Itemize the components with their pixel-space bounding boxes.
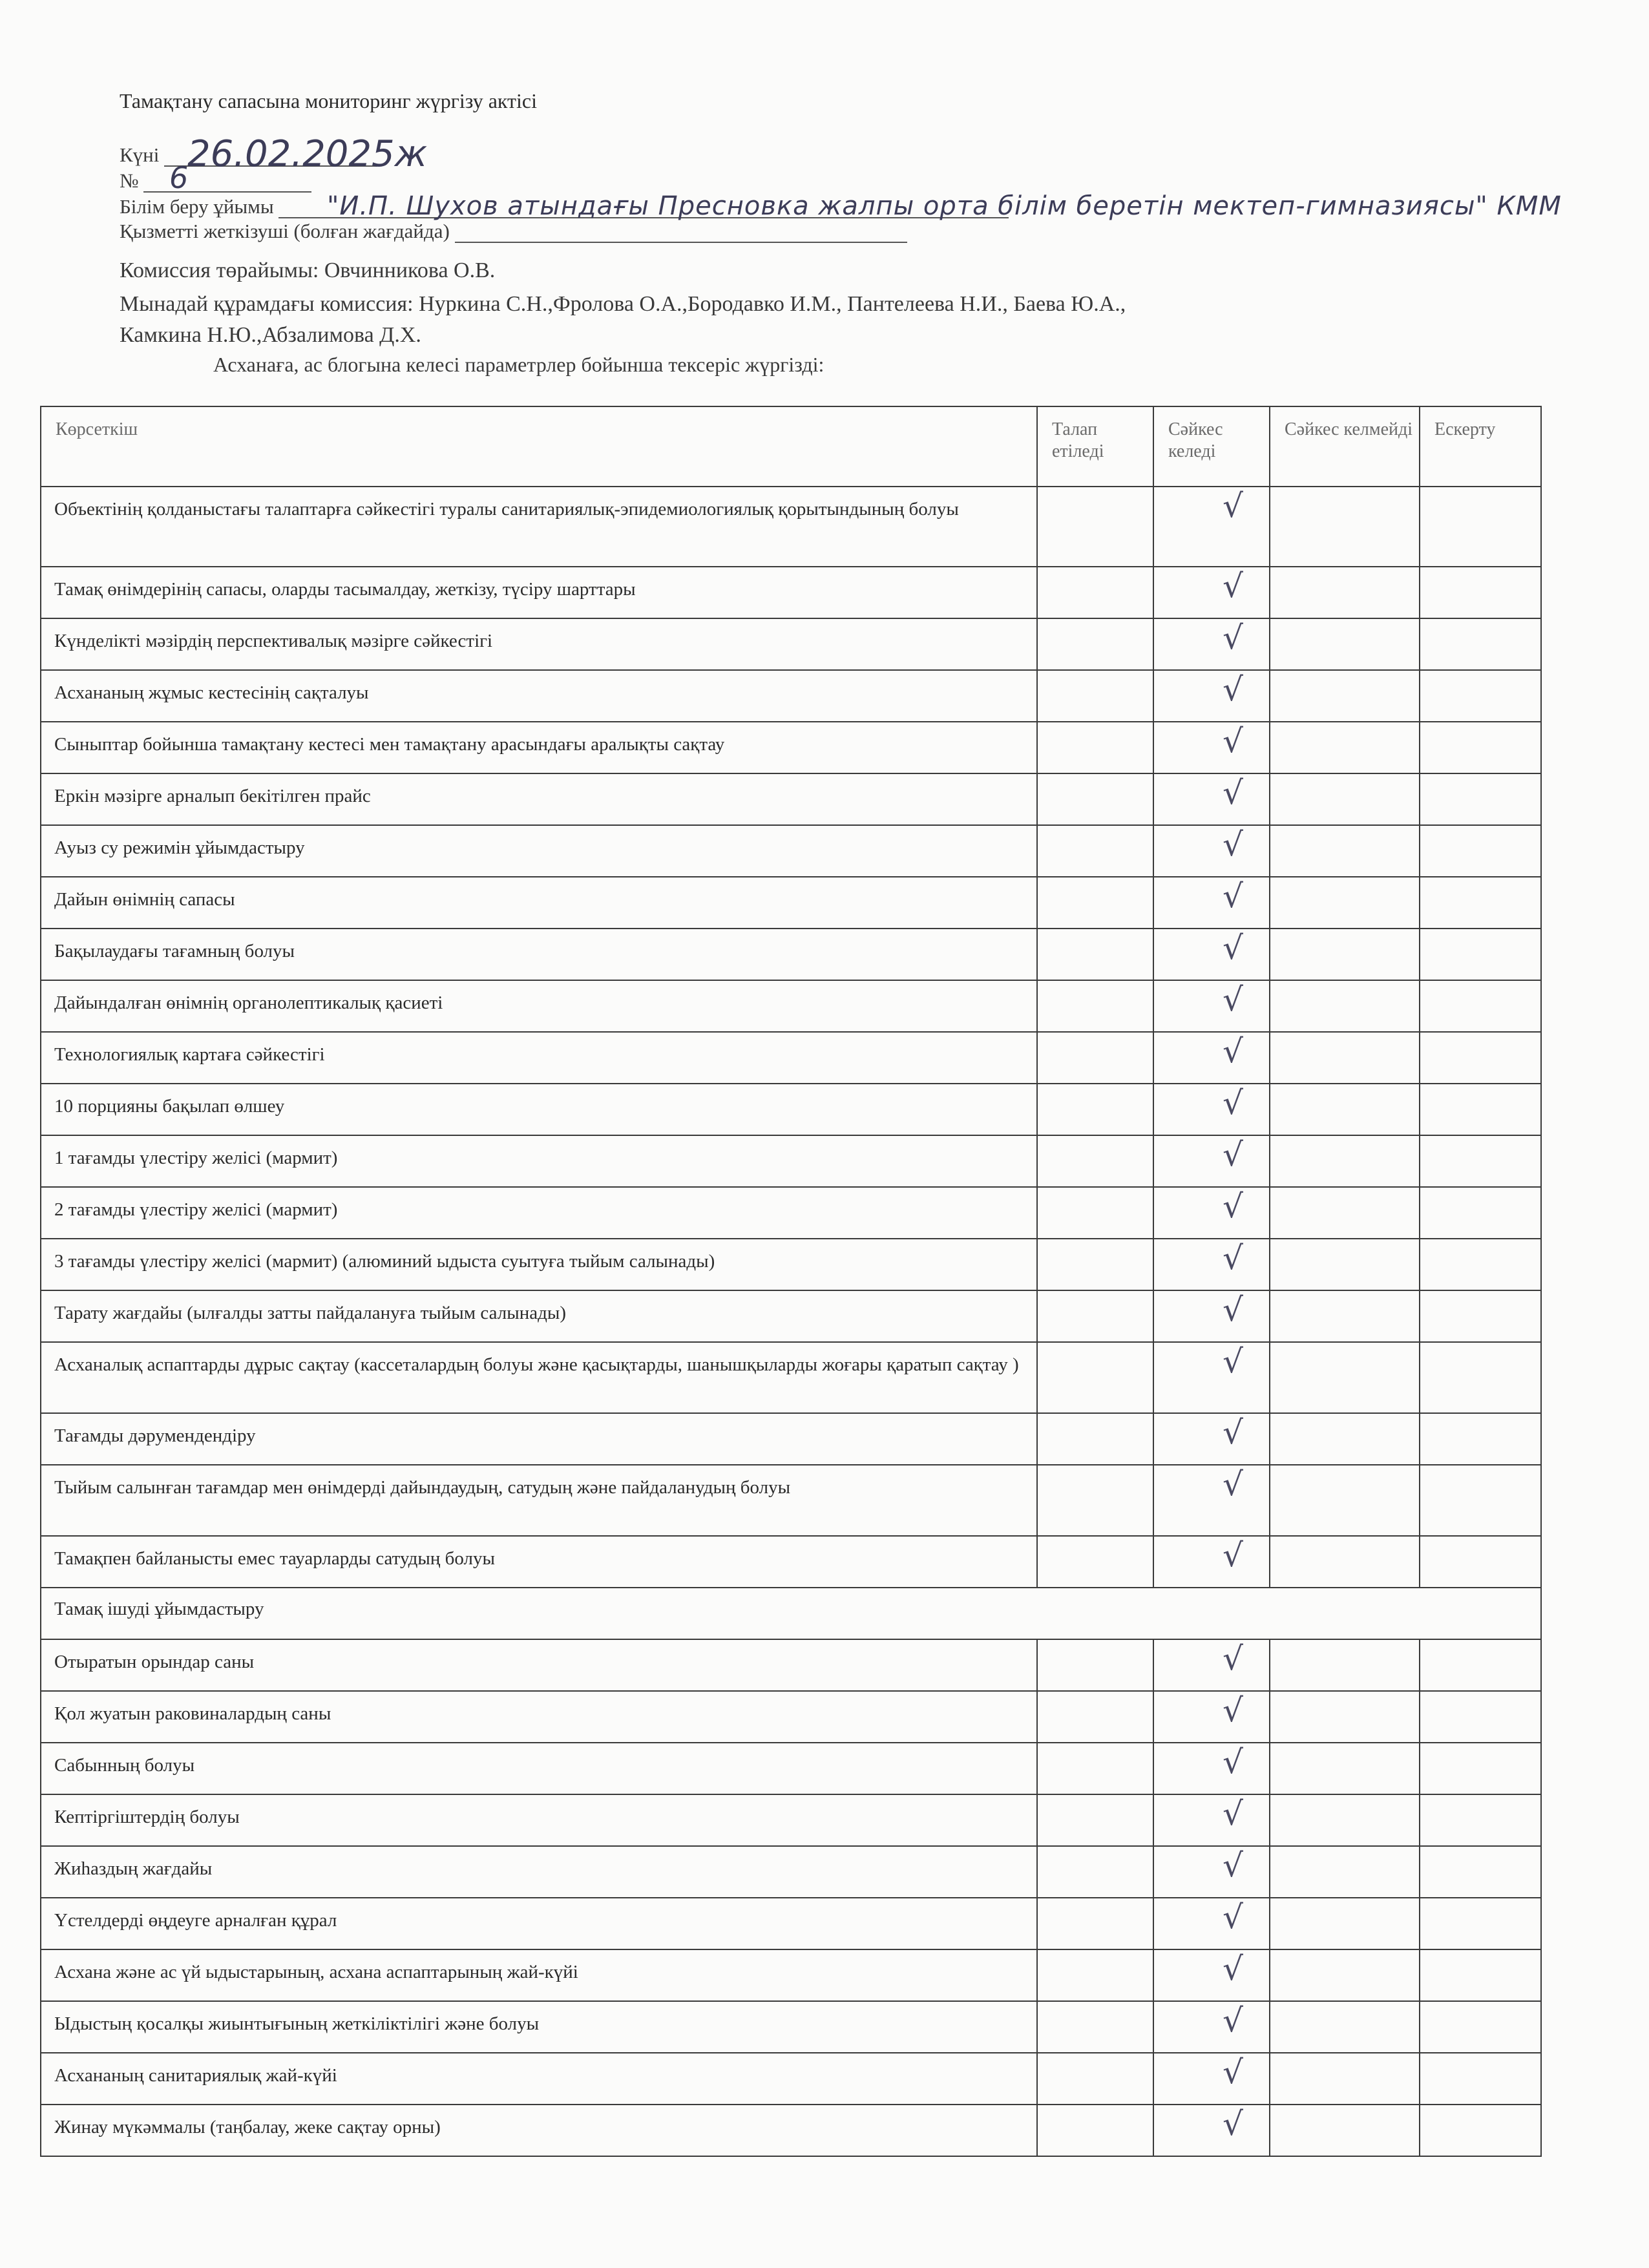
section-label: Тамақ ішуді ұйымдастыру: [41, 1588, 1541, 1639]
non-compliant-cell: [1270, 1743, 1420, 1794]
compliant-cell: [1153, 1342, 1270, 1413]
note-cell: [1420, 1135, 1541, 1187]
indicator-cell: Сабынның болуы: [41, 1743, 1037, 1794]
check-mark-icon: √: [1223, 1033, 1243, 1070]
document-title: Тамақтану сапасына мониторинг жүргізу актісі: [120, 89, 537, 112]
compliant-cell: [1153, 773, 1270, 825]
required-cell: [1037, 2053, 1153, 2105]
table-row: [41, 877, 1541, 929]
indicator-cell: Бақылаудағы тағамның болуы: [41, 929, 1037, 980]
table-row: [41, 1239, 1541, 1290]
table-row: [41, 1898, 1541, 1949]
indicator-cell: Отыратын орындар саны: [41, 1639, 1037, 1691]
number-label: №: [120, 169, 139, 192]
non-compliant-cell: [1270, 1465, 1420, 1536]
non-compliant-cell: [1270, 1342, 1420, 1413]
indicator-cell: Дайын өнімнің сапасы: [41, 877, 1037, 929]
note-cell: [1420, 2001, 1541, 2053]
note-cell: [1420, 1290, 1541, 1342]
indicator-cell: Сыныптар бойынша тамақтану кестесі мен тамақтану арасындағы аралықты сақтау: [41, 722, 1037, 773]
required-cell: [1037, 722, 1153, 773]
indicator-cell: Тамақпен байланысты емес тауарларды сатудың болуы: [41, 1536, 1037, 1588]
required-cell: [1037, 1413, 1153, 1465]
check-mark-icon: √: [1223, 1343, 1243, 1380]
check-mark-icon: √: [1223, 567, 1243, 605]
table-row: [41, 567, 1541, 618]
header-indicator: Көрсеткіш: [41, 406, 1037, 487]
compliant-cell: [1153, 1639, 1270, 1691]
required-cell: [1037, 1342, 1153, 1413]
chair-label: Комиссия төрайымы:: [120, 258, 319, 282]
organization-label: Білім беру ұйымы: [120, 195, 274, 218]
check-mark-icon: √: [1223, 1465, 1243, 1503]
table-row: [41, 1135, 1541, 1187]
non-compliant-cell: [1270, 877, 1420, 929]
inspection-table: [40, 406, 1542, 2157]
check-mark-icon: √: [1223, 826, 1243, 863]
inspection-intro: Асханаға, ас блогына келесі параметрлер бойынша тексеріс жүргізді:: [213, 353, 824, 376]
required-cell: [1037, 1743, 1153, 1794]
check-mark-icon: √: [1223, 1537, 1243, 1574]
chair-row: [120, 258, 495, 283]
non-compliant-cell: [1270, 1032, 1420, 1084]
required-cell: [1037, 618, 1153, 670]
check-mark-icon: √: [1223, 722, 1243, 760]
header-non-compliant: Сәйкес келмейді: [1270, 406, 1420, 487]
table-row: [41, 1691, 1541, 1743]
non-compliant-cell: [1270, 1290, 1420, 1342]
indicator-cell: Еркін мәзірге арналып бекітілген прайс: [41, 773, 1037, 825]
required-cell: [1037, 1691, 1153, 1743]
table-row: [41, 670, 1541, 722]
header-required: Талап етіледі: [1037, 406, 1153, 487]
table-row: [41, 1084, 1541, 1135]
non-compliant-cell: [1270, 2053, 1420, 2105]
note-cell: [1420, 1084, 1541, 1135]
non-compliant-cell: [1270, 487, 1420, 567]
indicator-cell: Тыйым салынған тағамдар мен өнімдерді дайындаудың, сатудың және пайдаланудың болуы: [41, 1465, 1037, 1536]
table-row: [41, 2105, 1541, 2156]
indicator-cell: Объектінің қолданыстағы талаптарға сәйкестігі туралы санитариялық-эпидемиологиялық қорытындының болуы: [41, 487, 1037, 567]
indicator-cell: Дайындалған өнімнің органолептикалық қасиеті: [41, 980, 1037, 1032]
table-row: [41, 1187, 1541, 1239]
required-cell: [1037, 1536, 1153, 1588]
non-compliant-cell: [1270, 2001, 1420, 2053]
indicator-cell: Ауыз су режимін ұйымдастыру: [41, 825, 1037, 877]
table-row: [41, 1290, 1541, 1342]
indicator-cell: Тамақ өнімдерінің сапасы, оларды тасымалдау, жеткізу, түсіру шарттары: [41, 567, 1037, 618]
compliant-cell: [1153, 1135, 1270, 1187]
table-row: [41, 1794, 1541, 1846]
non-compliant-cell: [1270, 1187, 1420, 1239]
organization-handwritten: "И.П. Шухов атындағы Пресновка жалпы орта білім беретін мектеп-гимназиясы" КММ: [327, 191, 1562, 221]
note-cell: [1420, 825, 1541, 877]
required-cell: [1037, 1639, 1153, 1691]
compliant-cell: [1153, 1691, 1270, 1743]
non-compliant-cell: [1270, 1949, 1420, 2001]
required-cell: [1037, 825, 1153, 877]
check-mark-icon: √: [1223, 774, 1243, 812]
note-cell: [1420, 2053, 1541, 2105]
check-mark-icon: √: [1223, 1847, 1243, 1884]
note-cell: [1420, 1239, 1541, 1290]
indicator-cell: Тарату жағдайы (ылғалды затты пайдалануға тыйым салынады): [41, 1290, 1037, 1342]
check-mark-icon: √: [1223, 1239, 1243, 1277]
compliant-cell: [1153, 567, 1270, 618]
non-compliant-cell: [1270, 980, 1420, 1032]
note-cell: [1420, 1898, 1541, 1949]
table-row: [41, 1949, 1541, 2001]
required-cell: [1037, 1949, 1153, 2001]
table-row: [41, 1846, 1541, 1898]
table-row: [41, 618, 1541, 670]
table-header-row: [41, 406, 1541, 487]
required-cell: [1037, 1290, 1153, 1342]
table-row: [41, 487, 1541, 567]
provider-label: Қызметті жеткізуші (болған жағдайда): [120, 220, 450, 242]
required-cell: [1037, 567, 1153, 618]
required-cell: [1037, 1032, 1153, 1084]
note-cell: [1420, 1639, 1541, 1691]
required-cell: [1037, 980, 1153, 1032]
compliant-cell: [1153, 1187, 1270, 1239]
indicator-cell: Асхана және ас үй ыдыстарының, асхана аспаптарының жай-күйі: [41, 1949, 1037, 2001]
non-compliant-cell: [1270, 773, 1420, 825]
check-mark-icon: √: [1223, 1898, 1243, 1936]
check-mark-icon: √: [1223, 1640, 1243, 1677]
note-cell: [1420, 722, 1541, 773]
indicator-cell: Үстелдерді өңдеуге арналған құрал: [41, 1898, 1037, 1949]
indicator-cell: Асханалық аспаптарды дұрыс сақтау (кассеталардың болуы және қасықтарды, шанышқыларды жоғары қаратып сақтау ): [41, 1342, 1037, 1413]
non-compliant-cell: [1270, 1239, 1420, 1290]
compliant-cell: [1153, 980, 1270, 1032]
date-label: Күні: [120, 143, 160, 166]
check-mark-icon: √: [1223, 1084, 1243, 1122]
table-row: [41, 2001, 1541, 2053]
indicator-cell: Тағамды дәрумендендіру: [41, 1413, 1037, 1465]
check-mark-icon: √: [1223, 2053, 1243, 2091]
note-cell: [1420, 1465, 1541, 1536]
compliant-cell: [1153, 1846, 1270, 1898]
indicator-cell: 10 порцияны бақылап өлшеу: [41, 1084, 1037, 1135]
note-cell: [1420, 929, 1541, 980]
table-row: [41, 1413, 1541, 1465]
required-cell: [1037, 1084, 1153, 1135]
non-compliant-cell: [1270, 1084, 1420, 1135]
compliant-cell: [1153, 1898, 1270, 1949]
required-cell: [1037, 487, 1153, 567]
non-compliant-cell: [1270, 670, 1420, 722]
check-mark-icon: √: [1223, 1950, 1243, 1988]
number-row: [120, 169, 311, 193]
indicator-cell: Күнделікті мәзірдің перспективалық мәзірге сәйкестігі: [41, 618, 1037, 670]
indicator-cell: Қол жуатын раковиналардың саны: [41, 1691, 1037, 1743]
required-cell: [1037, 1239, 1153, 1290]
note-cell: [1420, 2105, 1541, 2156]
check-mark-icon: √: [1223, 877, 1243, 915]
required-cell: [1037, 1898, 1153, 1949]
check-mark-icon: √: [1223, 487, 1243, 525]
compliant-cell: [1153, 722, 1270, 773]
indicator-cell: 1 тағамды үлестіру желісі (мармит): [41, 1135, 1037, 1187]
table-row: [41, 1743, 1541, 1794]
compliant-cell: [1153, 1413, 1270, 1465]
table-row: [41, 980, 1541, 1032]
non-compliant-cell: [1270, 567, 1420, 618]
compliant-cell: [1153, 618, 1270, 670]
note-cell: [1420, 877, 1541, 929]
provider-row: [120, 220, 907, 243]
check-mark-icon: √: [1223, 929, 1243, 967]
check-mark-icon: √: [1223, 619, 1243, 656]
required-cell: [1037, 1465, 1153, 1536]
required-cell: [1037, 1187, 1153, 1239]
commission-line-2: Камкина Н.Ю.,Абзалимова Д.Х.: [120, 323, 421, 347]
compliant-cell: [1153, 487, 1270, 567]
non-compliant-cell: [1270, 1413, 1420, 1465]
required-cell: [1037, 1794, 1153, 1846]
compliant-cell: [1153, 929, 1270, 980]
compliant-cell: [1153, 1084, 1270, 1135]
required-cell: [1037, 2001, 1153, 2053]
note-cell: [1420, 1536, 1541, 1588]
required-cell: [1037, 877, 1153, 929]
indicator-cell: 2 тағамды үлестіру желісі (мармит): [41, 1187, 1037, 1239]
compliant-cell: [1153, 1743, 1270, 1794]
note-cell: [1420, 1342, 1541, 1413]
non-compliant-cell: [1270, 929, 1420, 980]
indicator-cell: Жинау мүкәммалы (таңбалау, жеке сақтау орны): [41, 2105, 1037, 2156]
table-row: [41, 2053, 1541, 2105]
compliant-cell: [1153, 1290, 1270, 1342]
note-cell: [1420, 1794, 1541, 1846]
non-compliant-cell: [1270, 2105, 1420, 2156]
required-cell: [1037, 773, 1153, 825]
check-mark-icon: √: [1223, 1291, 1243, 1328]
non-compliant-cell: [1270, 722, 1420, 773]
check-mark-icon: √: [1223, 1795, 1243, 1832]
note-cell: [1420, 1691, 1541, 1743]
compliant-cell: [1153, 877, 1270, 929]
table-row: [41, 1342, 1541, 1413]
note-cell: [1420, 487, 1541, 567]
note-cell: [1420, 1032, 1541, 1084]
note-cell: [1420, 670, 1541, 722]
note-cell: [1420, 618, 1541, 670]
table-row: [41, 1639, 1541, 1691]
required-cell: [1037, 1135, 1153, 1187]
table-row: [41, 722, 1541, 773]
note-cell: [1420, 567, 1541, 618]
required-cell: [1037, 1846, 1153, 1898]
header-compliant: Сәйкес келеді: [1153, 406, 1270, 487]
note-cell: [1420, 1187, 1541, 1239]
compliant-cell: [1153, 1032, 1270, 1084]
date-handwritten: 26.02.2025ж: [187, 133, 428, 175]
compliant-cell: [1153, 670, 1270, 722]
indicator-cell: Технологиялық картаға сәйкестігі: [41, 1032, 1037, 1084]
table-section-row: [41, 1588, 1541, 1639]
table-row: [41, 1536, 1541, 1588]
compliant-cell: [1153, 1536, 1270, 1588]
non-compliant-cell: [1270, 1639, 1420, 1691]
indicator-cell: Жиһаздың жағдайы: [41, 1846, 1037, 1898]
non-compliant-cell: [1270, 1794, 1420, 1846]
table-row: [41, 929, 1541, 980]
non-compliant-cell: [1270, 1135, 1420, 1187]
note-cell: [1420, 1846, 1541, 1898]
compliant-cell: [1153, 1465, 1270, 1536]
required-cell: [1037, 670, 1153, 722]
note-cell: [1420, 1413, 1541, 1465]
non-compliant-cell: [1270, 825, 1420, 877]
indicator-cell: Кептіргіштердің болуы: [41, 1794, 1037, 1846]
check-mark-icon: √: [1223, 1743, 1243, 1781]
compliant-cell: [1153, 1239, 1270, 1290]
non-compliant-cell: [1270, 1898, 1420, 1949]
table-row: [41, 1032, 1541, 1084]
compliant-cell: [1153, 2001, 1270, 2053]
non-compliant-cell: [1270, 1691, 1420, 1743]
table-row: [41, 825, 1541, 877]
check-mark-icon: √: [1223, 2105, 1243, 2143]
note-cell: [1420, 773, 1541, 825]
non-compliant-cell: [1270, 1536, 1420, 1588]
chair-name: Овчинникова О.В.: [324, 258, 496, 282]
note-cell: [1420, 980, 1541, 1032]
check-mark-icon: √: [1223, 1692, 1243, 1729]
check-mark-icon: √: [1223, 1414, 1243, 1451]
indicator-cell: Ыдыстың қосалқы жиынтығының жеткіліктілігі және болуы: [41, 2001, 1037, 2053]
table-row: [41, 1465, 1541, 1536]
non-compliant-cell: [1270, 618, 1420, 670]
compliant-cell: [1153, 1949, 1270, 2001]
table-body: [41, 487, 1541, 2156]
compliant-cell: [1153, 2053, 1270, 2105]
indicator-cell: Асхананың санитариялық жай-күйі: [41, 2053, 1037, 2105]
compliant-cell: [1153, 1794, 1270, 1846]
required-cell: [1037, 2105, 1153, 2156]
provider-underline: [455, 222, 907, 243]
indicator-cell: Асхананың жұмыс кестесінің сақталуы: [41, 670, 1037, 722]
compliant-cell: [1153, 825, 1270, 877]
required-cell: [1037, 929, 1153, 980]
compliant-cell: [1153, 2105, 1270, 2156]
note-cell: [1420, 1949, 1541, 2001]
check-mark-icon: √: [1223, 981, 1243, 1018]
note-cell: [1420, 1743, 1541, 1794]
indicator-cell: 3 тағамды үлестіру желісі (мармит) (алюминий ыдыста суытуға тыйым салынады): [41, 1239, 1037, 1290]
number-handwritten: 6: [169, 160, 189, 195]
table-row: [41, 773, 1541, 825]
check-mark-icon: √: [1223, 2002, 1243, 2039]
commission-line-1: Мынадай құрамдағы комиссия: Нуркина С.Н.,Фролова О.А.,Бородавко И.М., Пантелеева Н.И., Баева Ю.А.,: [120, 292, 1126, 316]
non-compliant-cell: [1270, 1846, 1420, 1898]
header-note: Ескерту: [1420, 406, 1541, 487]
check-mark-icon: √: [1223, 1136, 1243, 1173]
check-mark-icon: √: [1223, 671, 1243, 708]
check-mark-icon: √: [1223, 1188, 1243, 1225]
